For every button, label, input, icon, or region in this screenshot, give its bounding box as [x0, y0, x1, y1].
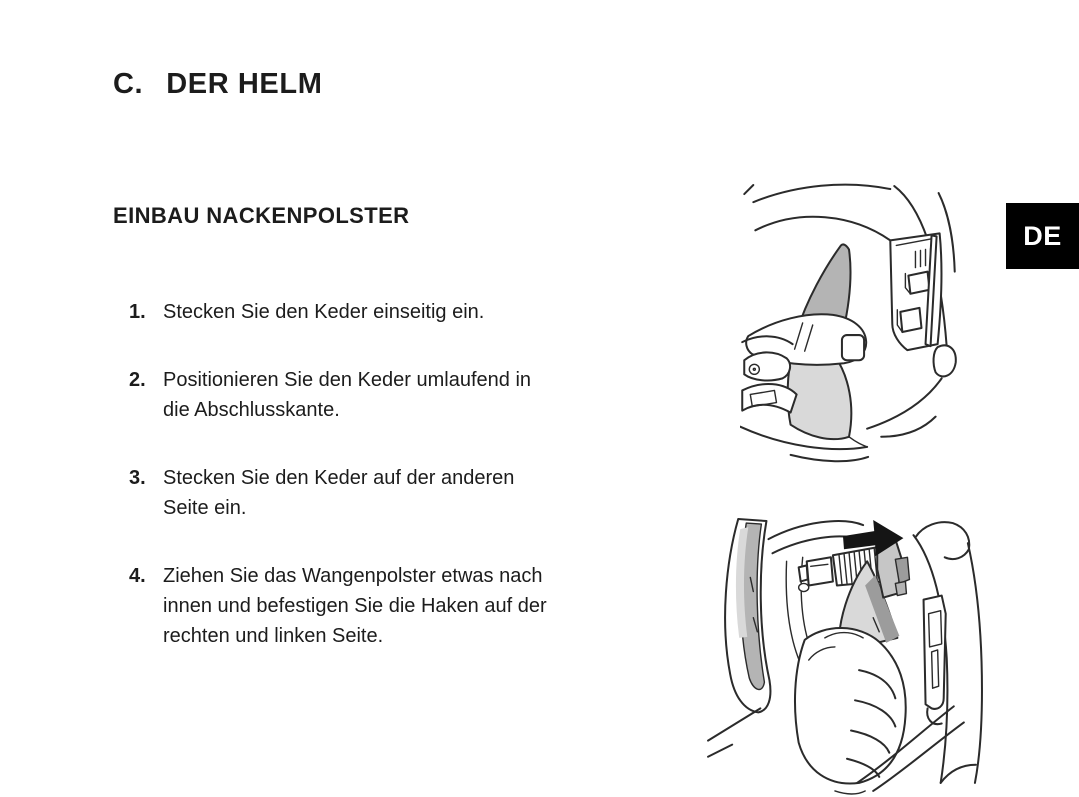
section-heading: EINBAU NACKENPOLSTER — [113, 203, 410, 228]
step-number: 1. — [129, 301, 146, 323]
step-text — [163, 297, 484, 327]
step-line: Seite ein. — [163, 497, 247, 519]
neck-pad-keder-insertion-drawing — [740, 183, 962, 469]
page-title — [113, 68, 322, 101]
step-4 — [129, 561, 649, 651]
instruction-steps — [129, 297, 649, 689]
step-1 — [129, 297, 649, 327]
cheek-pad-hook-attachment-drawing — [706, 517, 986, 795]
step-line: Stecken Sie den Keder auf der anderen — [163, 467, 515, 489]
step-number: 2. — [129, 369, 146, 391]
chapter-title-text: DER HELM — [166, 68, 323, 100]
step-line: innen und befestigen Sie die Haken auf der — [163, 595, 547, 617]
step-text — [163, 561, 547, 651]
chapter-label: C. — [113, 68, 144, 100]
step-text — [163, 365, 531, 425]
step-3 — [129, 463, 649, 523]
step-line: Stecken Sie den Keder einseitig ein. — [163, 301, 485, 323]
step-line: Ziehen Sie das Wangenpolster etwas nach — [163, 565, 543, 587]
step-text — [163, 463, 514, 523]
cheek-pad-hook-illustration — [706, 517, 986, 795]
step-2 — [129, 365, 649, 425]
step-line: die Abschlusskante. — [163, 399, 340, 421]
step-number: 4. — [129, 565, 146, 587]
language-tab-label: DE — [1023, 220, 1062, 251]
step-line: rechten und linken Seite. — [163, 625, 384, 647]
helmet-neck-pad-illustration — [740, 183, 962, 469]
step-line: Positionieren Sie den Keder umlaufend in — [163, 369, 532, 391]
language-tab-de[interactable] — [1006, 203, 1079, 269]
step-number: 3. — [129, 467, 146, 489]
